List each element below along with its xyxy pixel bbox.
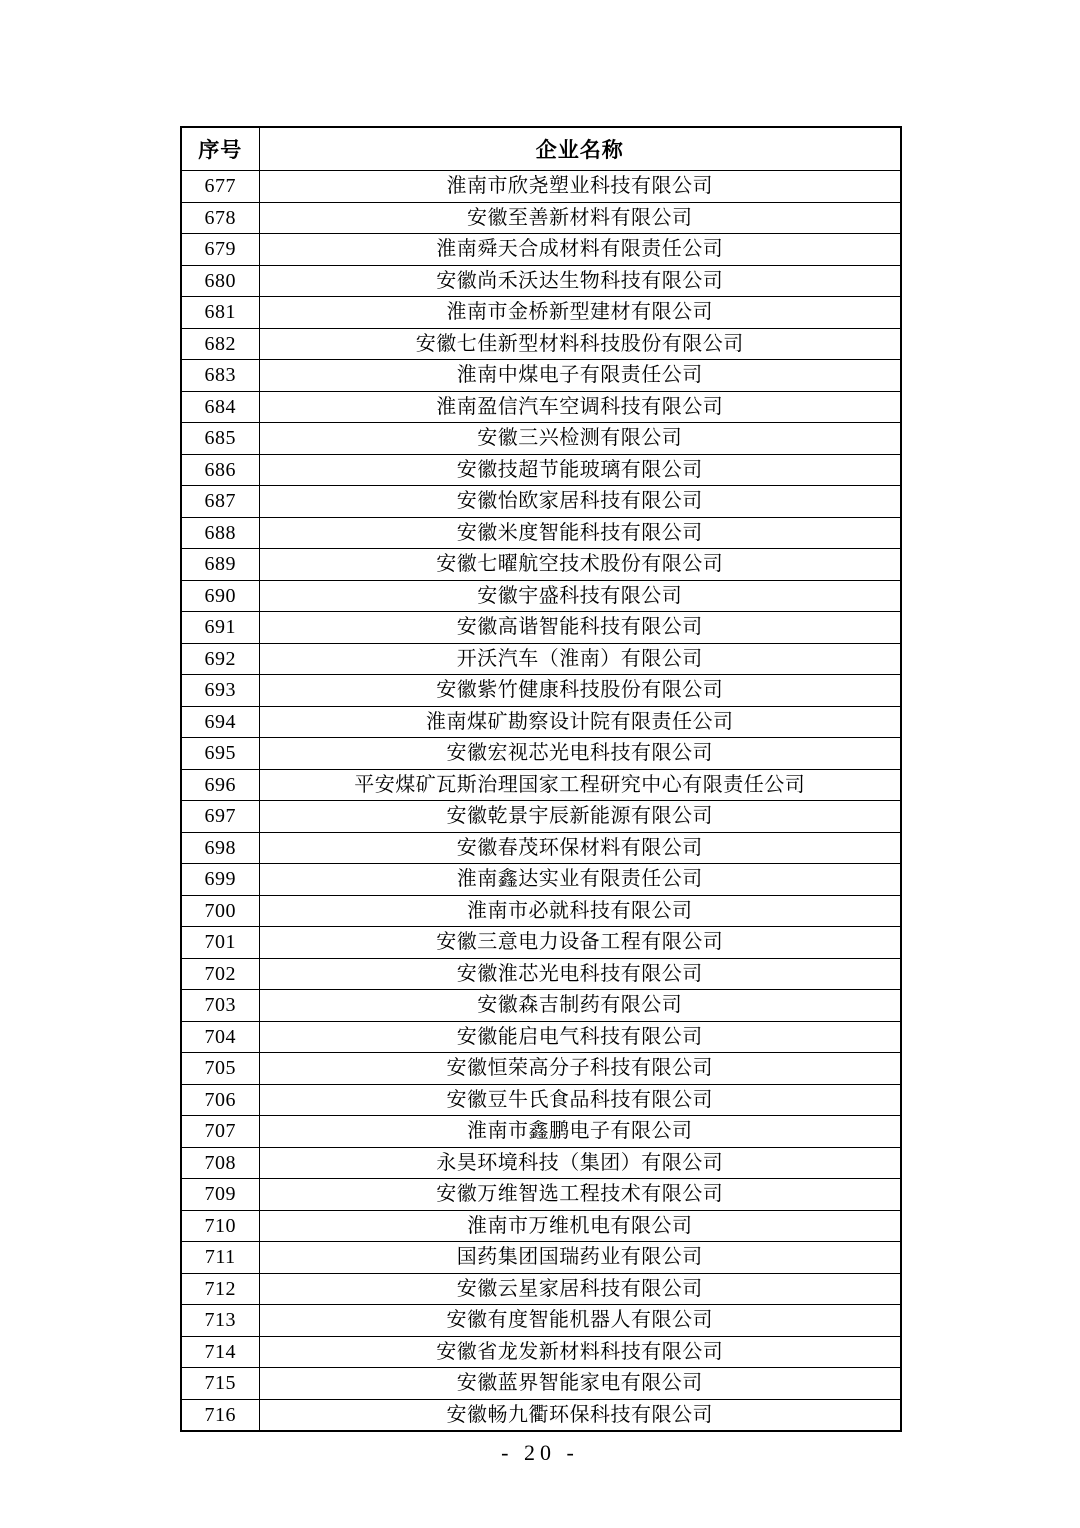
cell-sequence: 679 — [181, 234, 259, 266]
table-row — [181, 202, 901, 234]
cell-sequence: 709 — [181, 1179, 259, 1211]
cell-sequence: 701 — [181, 927, 259, 959]
cell-sequence: 700 — [181, 895, 259, 927]
cell-enterprise-name: 安徽春茂环保材料有限公司 — [259, 832, 901, 864]
table-row — [181, 1147, 901, 1179]
cell-enterprise-name: 安徽森吉制药有限公司 — [259, 990, 901, 1022]
table-row — [181, 171, 901, 203]
cell-enterprise-name: 安徽宏视芯光电科技有限公司 — [259, 738, 901, 770]
page-number-footer: - 20 - — [501, 1440, 579, 1465]
cell-enterprise-name: 安徽豆牛氏食品科技有限公司 — [259, 1084, 901, 1116]
table-row — [181, 391, 901, 423]
cell-sequence: 680 — [181, 265, 259, 297]
cell-enterprise-name: 安徽万维智选工程技术有限公司 — [259, 1179, 901, 1211]
table-row — [181, 990, 901, 1022]
table-row — [181, 1399, 901, 1431]
table-row — [181, 265, 901, 297]
cell-enterprise-name: 安徽云星家居科技有限公司 — [259, 1273, 901, 1305]
cell-enterprise-name: 淮南市必就科技有限公司 — [259, 895, 901, 927]
cell-sequence: 684 — [181, 391, 259, 423]
cell-enterprise-name: 安徽恒荣高分子科技有限公司 — [259, 1053, 901, 1085]
cell-sequence: 688 — [181, 517, 259, 549]
table-row — [181, 738, 901, 770]
cell-enterprise-name: 安徽蓝界智能家电有限公司 — [259, 1368, 901, 1400]
cell-sequence: 694 — [181, 706, 259, 738]
cell-enterprise-name: 淮南市欣尧塑业科技有限公司 — [259, 171, 901, 203]
cell-enterprise-name: 安徽至善新材料有限公司 — [259, 202, 901, 234]
cell-sequence: 710 — [181, 1210, 259, 1242]
cell-sequence: 681 — [181, 297, 259, 329]
cell-enterprise-name: 安徽尚禾沃达生物科技有限公司 — [259, 265, 901, 297]
cell-sequence: 703 — [181, 990, 259, 1022]
cell-sequence: 712 — [181, 1273, 259, 1305]
cell-enterprise-name: 安徽三兴检测有限公司 — [259, 423, 901, 455]
table-row — [181, 1336, 901, 1368]
cell-enterprise-name: 淮南舜天合成材料有限责任公司 — [259, 234, 901, 266]
cell-sequence: 715 — [181, 1368, 259, 1400]
column-header-enterprise-name: 企业名称 — [259, 127, 901, 171]
cell-enterprise-name: 淮南市金桥新型建材有限公司 — [259, 297, 901, 329]
table-row — [181, 832, 901, 864]
table-row — [181, 517, 901, 549]
cell-sequence: 713 — [181, 1305, 259, 1337]
cell-sequence: 692 — [181, 643, 259, 675]
table-row — [181, 675, 901, 707]
table-row — [181, 801, 901, 833]
table-body — [181, 171, 901, 1432]
table-row — [181, 864, 901, 896]
table-row — [181, 1053, 901, 1085]
cell-enterprise-name: 开沃汽车（淮南）有限公司 — [259, 643, 901, 675]
table-row — [181, 1210, 901, 1242]
cell-sequence: 706 — [181, 1084, 259, 1116]
table-row — [181, 958, 901, 990]
table-row — [181, 549, 901, 581]
cell-enterprise-name: 淮南市万维机电有限公司 — [259, 1210, 901, 1242]
table-row — [181, 706, 901, 738]
cell-enterprise-name: 安徽三意电力设备工程有限公司 — [259, 927, 901, 959]
cell-enterprise-name: 国药集团国瑞药业有限公司 — [259, 1242, 901, 1274]
cell-sequence: 691 — [181, 612, 259, 644]
table-row — [181, 1242, 901, 1274]
cell-enterprise-name: 淮南市鑫鹏电子有限公司 — [259, 1116, 901, 1148]
cell-enterprise-name: 淮南煤矿勘察设计院有限责任公司 — [259, 706, 901, 738]
cell-sequence: 678 — [181, 202, 259, 234]
table-row — [181, 927, 901, 959]
cell-enterprise-name: 安徽能启电气科技有限公司 — [259, 1021, 901, 1053]
table-row — [181, 1368, 901, 1400]
cell-sequence: 697 — [181, 801, 259, 833]
cell-sequence: 696 — [181, 769, 259, 801]
cell-enterprise-name: 安徽米度智能科技有限公司 — [259, 517, 901, 549]
table-row — [181, 580, 901, 612]
table-row — [181, 1273, 901, 1305]
cell-sequence: 714 — [181, 1336, 259, 1368]
table-row — [181, 328, 901, 360]
cell-sequence: 702 — [181, 958, 259, 990]
cell-enterprise-name: 安徽怡欧家居科技有限公司 — [259, 486, 901, 518]
cell-enterprise-name: 安徽紫竹健康科技股份有限公司 — [259, 675, 901, 707]
table-header-row — [181, 127, 901, 171]
cell-sequence: 704 — [181, 1021, 259, 1053]
cell-sequence: 705 — [181, 1053, 259, 1085]
cell-enterprise-name: 安徽七佳新型材料科技股份有限公司 — [259, 328, 901, 360]
table-row — [181, 1021, 901, 1053]
cell-enterprise-name: 安徽七曜航空技术股份有限公司 — [259, 549, 901, 581]
cell-enterprise-name: 淮南盈信汽车空调科技有限公司 — [259, 391, 901, 423]
cell-enterprise-name: 安徽宇盛科技有限公司 — [259, 580, 901, 612]
cell-sequence: 682 — [181, 328, 259, 360]
column-header-sequence: 序号 — [181, 127, 259, 171]
cell-sequence: 698 — [181, 832, 259, 864]
table-row — [181, 423, 901, 455]
cell-enterprise-name: 平安煤矿瓦斯治理国家工程研究中心有限责任公司 — [259, 769, 901, 801]
cell-sequence: 711 — [181, 1242, 259, 1274]
cell-enterprise-name: 淮南中煤电子有限责任公司 — [259, 360, 901, 392]
table-row — [181, 1179, 901, 1211]
table-row — [181, 643, 901, 675]
cell-sequence: 685 — [181, 423, 259, 455]
table-row — [181, 486, 901, 518]
cell-enterprise-name: 安徽高谐智能科技有限公司 — [259, 612, 901, 644]
enterprise-listing-table — [180, 126, 902, 1432]
table-row — [181, 297, 901, 329]
cell-enterprise-name: 安徽淮芯光电科技有限公司 — [259, 958, 901, 990]
table-row — [181, 895, 901, 927]
cell-enterprise-name: 淮南鑫达实业有限责任公司 — [259, 864, 901, 896]
cell-enterprise-name: 永昊环境科技（集团）有限公司 — [259, 1147, 901, 1179]
cell-sequence: 695 — [181, 738, 259, 770]
table-row — [181, 1305, 901, 1337]
table-row — [181, 1084, 901, 1116]
cell-enterprise-name: 安徽乾景宇辰新能源有限公司 — [259, 801, 901, 833]
cell-enterprise-name: 安徽畅九衢环保科技有限公司 — [259, 1399, 901, 1431]
cell-sequence: 683 — [181, 360, 259, 392]
cell-sequence: 686 — [181, 454, 259, 486]
cell-sequence: 689 — [181, 549, 259, 581]
table-header — [181, 127, 901, 171]
cell-sequence: 690 — [181, 580, 259, 612]
cell-enterprise-name: 安徽省龙发新材料科技有限公司 — [259, 1336, 901, 1368]
cell-sequence: 716 — [181, 1399, 259, 1431]
table-row — [181, 612, 901, 644]
table-row — [181, 769, 901, 801]
table-row — [181, 454, 901, 486]
cell-sequence: 687 — [181, 486, 259, 518]
cell-enterprise-name: 安徽有度智能机器人有限公司 — [259, 1305, 901, 1337]
cell-sequence: 699 — [181, 864, 259, 896]
cell-sequence: 708 — [181, 1147, 259, 1179]
cell-enterprise-name: 安徽技超节能玻璃有限公司 — [259, 454, 901, 486]
table-row — [181, 360, 901, 392]
cell-sequence: 693 — [181, 675, 259, 707]
table-row — [181, 234, 901, 266]
cell-sequence: 677 — [181, 171, 259, 203]
table-row — [181, 1116, 901, 1148]
enterprise-listing-table-container — [180, 126, 900, 1432]
cell-sequence: 707 — [181, 1116, 259, 1148]
